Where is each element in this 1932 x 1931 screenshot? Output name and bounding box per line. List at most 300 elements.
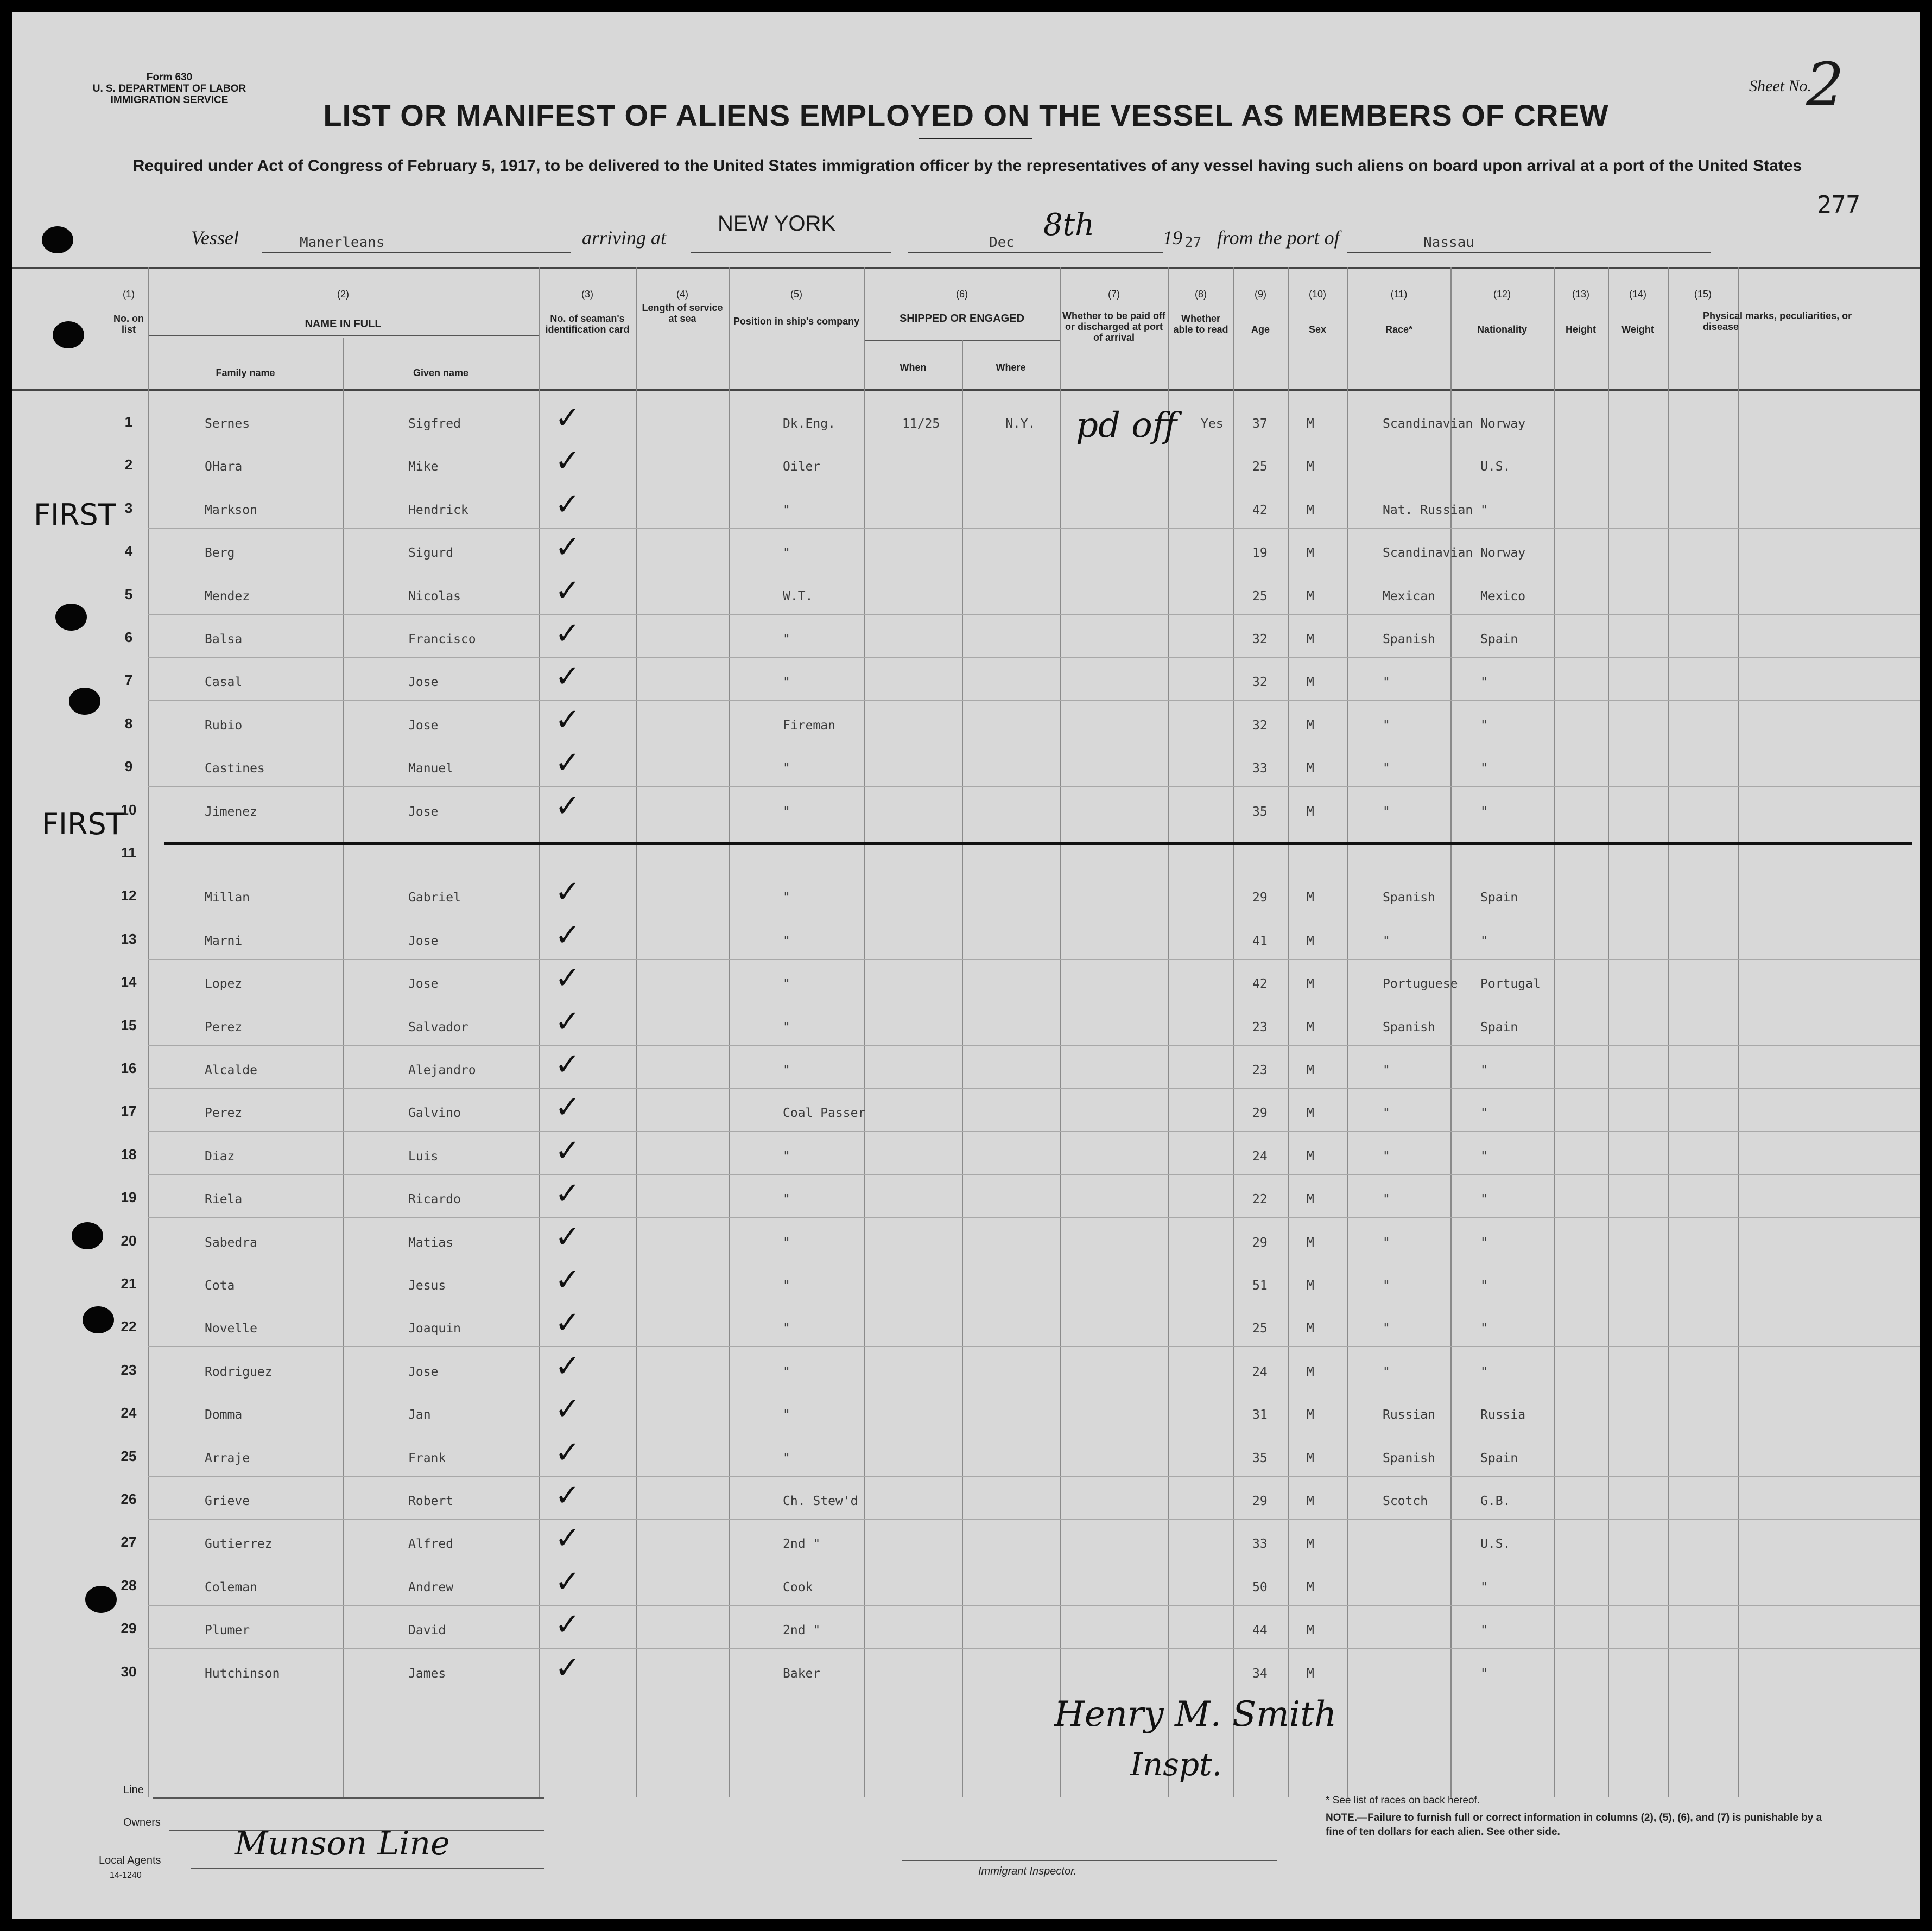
cell-given: Nicolas [408, 589, 461, 604]
agents-value: Munson Line [235, 1825, 450, 1863]
cell-race: " [1383, 933, 1390, 948]
cell-nationality: " [1480, 1364, 1488, 1379]
col-2-head: NAME IN FULL [305, 318, 382, 330]
cell-race: Scandinavian [1383, 546, 1473, 561]
row-number: 22 [121, 1318, 137, 1335]
races-note: * See list of races on back hereof. [1326, 1795, 1480, 1806]
cell-position: " [783, 1322, 790, 1336]
cell-position: " [783, 1235, 790, 1250]
punch-hole [69, 688, 100, 715]
cell-race: Scandinavian [1383, 417, 1473, 431]
cell-age: 25 [1252, 589, 1268, 604]
cell-given: Mike [408, 460, 439, 474]
col-rule [1738, 267, 1739, 1797]
from-port: Nassau [1423, 234, 1474, 251]
cell-sex: M [1307, 460, 1314, 474]
card-check-icon: ✓ [555, 1305, 580, 1341]
col-rule [1668, 267, 1669, 1797]
cell-family: Domma [205, 1408, 243, 1422]
cell-race: " [1383, 804, 1390, 819]
cell-sex: M [1307, 546, 1314, 561]
cell-position: " [783, 933, 790, 948]
card-check-icon: ✓ [555, 616, 580, 651]
card-check-icon: ✓ [555, 1090, 580, 1126]
where-head: Where [996, 362, 1026, 373]
arrival-month: Dec [989, 234, 1015, 251]
col-rule [1347, 267, 1348, 1797]
cell-nationality: " [1480, 1192, 1488, 1207]
table-top-rule [12, 267, 1920, 269]
row-number: 8 [124, 715, 133, 732]
when-head: When [900, 362, 927, 373]
cell-nationality: " [1480, 675, 1488, 690]
service: IMMIGRATION SERVICE [110, 94, 229, 106]
card-check-icon: ✓ [555, 1176, 580, 1212]
cell-nationality: " [1480, 933, 1488, 948]
row-rule [148, 657, 1920, 658]
cell-given: Sigurd [408, 546, 454, 561]
cell-given: Sigfred [408, 417, 461, 431]
arriving-port: NEW YORK [718, 212, 836, 236]
cell-given: Hendrick [408, 503, 468, 517]
cell-position: Coal Passer [783, 1106, 866, 1121]
cell-sex: M [1307, 1063, 1314, 1077]
col-rule [1554, 267, 1555, 1797]
cell-family: Arraje [205, 1451, 250, 1465]
card-check-icon: ✓ [555, 1392, 580, 1427]
cell-family: Castines [205, 761, 265, 776]
cell-given: Jose [408, 675, 439, 690]
cell-sex: M [1307, 417, 1314, 431]
cell-race: Nat. Russian [1383, 503, 1473, 517]
cell-position: " [783, 632, 790, 646]
cell-given: Alfred [408, 1537, 454, 1552]
line-label: Line [123, 1784, 144, 1796]
margin-note-first: FIRST [42, 807, 124, 841]
row-number: 2 [124, 456, 133, 473]
col-rule [1450, 267, 1452, 1797]
col-4-num: (4) [676, 289, 688, 300]
cell-sex: M [1307, 1279, 1314, 1293]
punch-hole [55, 604, 87, 631]
card-check-icon: ✓ [555, 1564, 580, 1599]
card-check-icon: ✓ [555, 486, 580, 522]
cell-age: 35 [1252, 804, 1268, 819]
card-check-icon: ✓ [555, 961, 580, 996]
row-number: 30 [121, 1663, 137, 1680]
col-rule [1060, 267, 1061, 1797]
cell-race: " [1383, 1106, 1390, 1121]
cell-sex: M [1307, 1235, 1314, 1250]
cell-age: 29 [1252, 1106, 1268, 1121]
cell-given: Luis [408, 1149, 439, 1164]
cell-sex: M [1307, 589, 1314, 604]
cell-nationality: Mexico [1480, 589, 1526, 604]
card-check-icon: ✓ [555, 443, 580, 479]
card-check-icon: ✓ [555, 401, 580, 436]
cell-age: 33 [1252, 761, 1268, 776]
cell-nationality: " [1480, 503, 1488, 517]
fine-note: NOTE.—Failure to furnish full or correct information in columns (2), (5), (6), and (7) is punishable by a fine of ten dollars for each alien. See other side. [1326, 1812, 1822, 1838]
cell-race: " [1383, 1235, 1390, 1250]
cell-race: Portuguese [1383, 977, 1458, 992]
cell-family: Novelle [205, 1322, 257, 1336]
cell-given: Joaquin [408, 1322, 461, 1336]
cell-family: Markson [205, 503, 257, 517]
cell-read: Yes [1201, 417, 1224, 431]
cell-position: Cook [783, 1580, 813, 1595]
col-15-num: (15) [1694, 289, 1712, 300]
cell-age: 29 [1252, 1235, 1268, 1250]
card-check-icon: ✓ [555, 1650, 580, 1686]
cell-family: Perez [205, 1106, 243, 1121]
date-rule [908, 252, 1163, 253]
cell-sex: M [1307, 933, 1314, 948]
cell-race: Russian [1383, 1408, 1435, 1422]
cell-given: Ricardo [408, 1192, 461, 1207]
cell-given: Matias [408, 1235, 454, 1250]
row-rule [148, 1217, 1920, 1218]
cell-nationality: Portugal [1480, 977, 1541, 992]
row-rule [148, 614, 1920, 615]
name-subhead-rule [148, 335, 539, 336]
cell-position: " [783, 1364, 790, 1379]
cell-position: 2nd " [783, 1623, 821, 1638]
cell-sex: M [1307, 632, 1314, 646]
cell-age: 42 [1252, 503, 1268, 517]
cell-given: Jose [408, 933, 439, 948]
card-check-icon: ✓ [555, 1607, 580, 1643]
row-number: 16 [121, 1060, 137, 1076]
cell-nationality: " [1480, 1279, 1488, 1293]
col-rule [962, 340, 963, 1797]
cell-family: Coleman [205, 1580, 257, 1595]
cell-given: Manuel [408, 761, 454, 776]
cell-age: 25 [1252, 460, 1268, 474]
cell-sex: M [1307, 1494, 1314, 1508]
cell-given: Robert [408, 1494, 454, 1508]
cell-family: Jimenez [205, 804, 257, 819]
cell-family: Casal [205, 675, 243, 690]
cell-race: " [1383, 761, 1390, 776]
cell-nationality: U.S. [1480, 460, 1511, 474]
cell-age: 42 [1252, 977, 1268, 992]
cell-nationality: Norway [1480, 417, 1526, 431]
cell-family: Mendez [205, 589, 250, 604]
cell-position: " [783, 1279, 790, 1293]
port-rule [691, 252, 891, 253]
cell-nationality: " [1480, 804, 1488, 819]
cell-position: " [783, 1149, 790, 1164]
cell-sex: M [1307, 1020, 1314, 1034]
card-check-icon: ✓ [555, 788, 580, 824]
cell-sex: M [1307, 1623, 1314, 1638]
row-number: 21 [121, 1275, 137, 1292]
card-check-icon: ✓ [555, 1047, 580, 1082]
cell-nationality: Spain [1480, 1451, 1518, 1465]
cell-given: Jose [408, 1364, 439, 1379]
cell-family: Diaz [205, 1149, 235, 1164]
col-1-num: (1) [123, 289, 135, 300]
row-number: 7 [124, 672, 133, 689]
cell-race: " [1383, 1279, 1390, 1293]
col-4-head: Length of service at sea [642, 302, 723, 324]
cell-position: " [783, 1063, 790, 1077]
form-code: 14-1240 [110, 1871, 142, 1880]
col-7-num: (7) [1108, 289, 1120, 300]
row-rule [148, 528, 1920, 529]
cell-position: W.T. [783, 589, 813, 604]
cell-family: Balsa [205, 632, 243, 646]
table-header-rule [12, 389, 1920, 391]
cell-sex: M [1307, 1451, 1314, 1465]
card-check-icon: ✓ [555, 1219, 580, 1255]
card-check-icon: ✓ [555, 530, 580, 566]
cell-family: OHara [205, 460, 243, 474]
cell-given: David [408, 1623, 446, 1638]
cell-age: 19 [1252, 546, 1268, 561]
card-check-icon: ✓ [555, 1133, 580, 1168]
cell-age: 34 [1252, 1666, 1268, 1681]
row-rule [148, 1476, 1920, 1477]
cell-position: Oiler [783, 460, 821, 474]
cell-sex: M [1307, 503, 1314, 517]
cell-race: " [1383, 1063, 1390, 1077]
cell-age: 51 [1252, 1279, 1268, 1293]
cell-nationality: " [1480, 1106, 1488, 1121]
punch-hole [72, 1222, 103, 1249]
cell-race: " [1383, 1192, 1390, 1207]
cell-position: " [783, 1192, 790, 1207]
cell-family: Sernes [205, 417, 250, 431]
row-number: 10 [121, 801, 137, 818]
col-7-head: Whether to be paid off or discharged at port of arrival [1062, 310, 1165, 343]
form-number: Form 630 [146, 72, 193, 83]
col-9-num: (9) [1255, 289, 1266, 300]
card-check-icon: ✓ [555, 1434, 580, 1470]
cell-given: Frank [408, 1451, 446, 1465]
col-8-head: Whether able to read [1173, 313, 1228, 335]
row-number: 29 [121, 1620, 137, 1637]
row-rule [148, 959, 1920, 960]
arrival-day: 8th [1043, 207, 1095, 243]
col-14-num: (14) [1629, 289, 1646, 300]
cell-age: 29 [1252, 1494, 1268, 1508]
cell-position: " [783, 891, 790, 905]
cell-age: 35 [1252, 1451, 1268, 1465]
row-number: 13 [121, 930, 137, 947]
cell-age: 32 [1252, 632, 1268, 646]
cell-age: 32 [1252, 675, 1268, 690]
cell-race: Spanish [1383, 632, 1435, 646]
vessel-rule [262, 252, 571, 253]
cell-given: James [408, 1666, 446, 1681]
row-number: 19 [121, 1189, 137, 1206]
col-2-num: (2) [337, 289, 349, 300]
cell-age: 25 [1252, 1322, 1268, 1336]
inspector-title: Inspt. [1130, 1746, 1222, 1783]
cell-family: Rubio [205, 718, 243, 733]
cell-given: Alejandro [408, 1063, 476, 1077]
cell-nationality: " [1480, 1623, 1488, 1638]
cell-family: Lopez [205, 977, 243, 992]
row-number: 27 [121, 1534, 137, 1551]
cell-age: 24 [1252, 1149, 1268, 1164]
row-rule [148, 1605, 1920, 1606]
stamp-number: 277 [1817, 191, 1860, 219]
inspector-rule [902, 1860, 1277, 1861]
cell-family: Gutierrez [205, 1537, 273, 1552]
year-suffix: 27 [1184, 234, 1202, 251]
cell-sex: M [1307, 1580, 1314, 1595]
cell-nationality: " [1480, 718, 1488, 733]
cell-sex: M [1307, 1106, 1314, 1121]
cell-given: Galvino [408, 1106, 461, 1121]
cell-position: " [783, 977, 790, 992]
cell-sex: M [1307, 1149, 1314, 1164]
cell-position: " [783, 761, 790, 776]
col-1-head: No. on list [113, 313, 144, 335]
cell-nationality: G.B. [1480, 1494, 1511, 1508]
row-rule [148, 1088, 1920, 1089]
cell-position: " [783, 1451, 790, 1465]
cell-nationality: " [1480, 1149, 1488, 1164]
cell-given: Jose [408, 804, 439, 819]
col-3-num: (3) [581, 289, 593, 300]
cell-race: Scotch [1383, 1494, 1428, 1508]
cell-nationality: " [1480, 1666, 1488, 1681]
cell-nationality: Spain [1480, 891, 1518, 905]
col-11-num: (11) [1390, 289, 1408, 300]
row-rule [148, 1648, 1920, 1649]
cell-sex: M [1307, 718, 1314, 733]
cell-position: " [783, 804, 790, 819]
row-number: 3 [124, 499, 133, 516]
arriving-label: arriving at [582, 227, 667, 249]
cell-sex: M [1307, 1192, 1314, 1207]
from-rule [1347, 252, 1711, 253]
cell-given: Andrew [408, 1580, 454, 1595]
col-3-head: No. of seaman's identification card [545, 313, 630, 335]
cell-race: Spanish [1383, 891, 1435, 905]
col-rule [729, 267, 730, 1797]
col-8-num: (8) [1195, 289, 1207, 300]
cell-nationality: U.S. [1480, 1537, 1511, 1552]
cell-family: Sabedra [205, 1235, 257, 1250]
cell-nationality: " [1480, 1580, 1488, 1595]
inspector-label: Immigrant Inspector. [978, 1865, 1077, 1877]
cell-age: 50 [1252, 1580, 1268, 1595]
section-rule [164, 842, 1912, 845]
cell-position: 2nd " [783, 1537, 821, 1552]
row-rule [148, 1174, 1920, 1175]
col-5-head: Position in ship's company [733, 316, 860, 327]
col-6-head: SHIPPED OR ENGAGED [899, 313, 1025, 325]
cell-sex: M [1307, 977, 1314, 992]
cell-family: Perez [205, 1020, 243, 1034]
department: U. S. DEPARTMENT OF LABOR [92, 83, 246, 94]
card-check-icon: ✓ [555, 573, 580, 608]
cell-race: " [1383, 1149, 1390, 1164]
row-number: 28 [121, 1577, 137, 1593]
cell-family: Plumer [205, 1623, 250, 1638]
col-rule [636, 267, 637, 1797]
col-10-num: (10) [1308, 289, 1326, 300]
cell-given: Salvador [408, 1020, 468, 1034]
card-check-icon: ✓ [555, 659, 580, 695]
cell-sex: M [1307, 1322, 1314, 1336]
col-rule [539, 267, 540, 1797]
cell-age: 41 [1252, 933, 1268, 948]
family-name-head: Family name [216, 367, 275, 378]
cell-age: 23 [1252, 1020, 1268, 1034]
col-13-head: Height [1566, 324, 1596, 335]
cell-nationality: Norway [1480, 546, 1526, 561]
col-rule [1168, 267, 1169, 1797]
row-number: 4 [124, 543, 133, 560]
cell-where: N.Y. [1005, 417, 1036, 431]
cell-nationality: " [1480, 1235, 1488, 1250]
cell-age: 24 [1252, 1364, 1268, 1379]
row-number: 9 [124, 758, 133, 775]
cell-age: 31 [1252, 1408, 1268, 1422]
col-11-head: Race* [1385, 324, 1413, 335]
row-rule [148, 1045, 1920, 1046]
cell-race: " [1383, 675, 1390, 690]
cell-position: " [783, 1020, 790, 1034]
row-number: 24 [121, 1405, 137, 1421]
cell-position: " [783, 675, 790, 690]
cell-family: Rodriguez [205, 1364, 273, 1379]
sheet-number: 2 [1806, 50, 1844, 119]
cell-age: 37 [1252, 417, 1268, 431]
cell-family: Grieve [205, 1494, 250, 1508]
row-number: 18 [121, 1146, 137, 1163]
col-15-head: Physical marks, peculiarities, or disease [1703, 310, 1852, 332]
col-10-head: Sex [1308, 324, 1327, 335]
col-rule [1288, 267, 1289, 1797]
col-6-num: (6) [956, 289, 968, 300]
row-number: 26 [121, 1491, 137, 1507]
col-rule [1233, 267, 1234, 1797]
cell-family: Berg [205, 546, 235, 561]
row-number: 20 [121, 1232, 137, 1249]
cell-position: Dk.Eng. [783, 417, 835, 431]
punch-hole [53, 321, 84, 348]
cell-age: 44 [1252, 1623, 1268, 1638]
cell-given: Jesus [408, 1279, 446, 1293]
sheet-label: Sheet No. [1749, 77, 1811, 95]
col-rule [148, 267, 149, 1797]
cell-nationality: " [1480, 1063, 1488, 1077]
row-number: 11 [121, 844, 136, 861]
card-check-icon: ✓ [555, 1478, 580, 1513]
given-name-head: Given name [413, 367, 469, 378]
page-title: LIST OR MANIFEST OF ALIENS EMPLOYED ON THE VESSEL AS MEMBERS OF CREW [323, 98, 1609, 132]
cell-given: Gabriel [408, 891, 461, 905]
punch-hole [83, 1306, 114, 1333]
card-check-icon: ✓ [555, 917, 580, 953]
cell-nationality: " [1480, 761, 1488, 776]
col-rule [864, 267, 865, 1797]
cell-age: 23 [1252, 1063, 1268, 1077]
card-check-icon: ✓ [555, 874, 580, 910]
cell-given: Jose [408, 977, 439, 992]
inspector-signature: Henry M. Smith [1054, 1694, 1337, 1735]
cell-sex: M [1307, 761, 1314, 776]
row-number: 14 [121, 974, 137, 990]
row-number: 1 [124, 414, 133, 430]
